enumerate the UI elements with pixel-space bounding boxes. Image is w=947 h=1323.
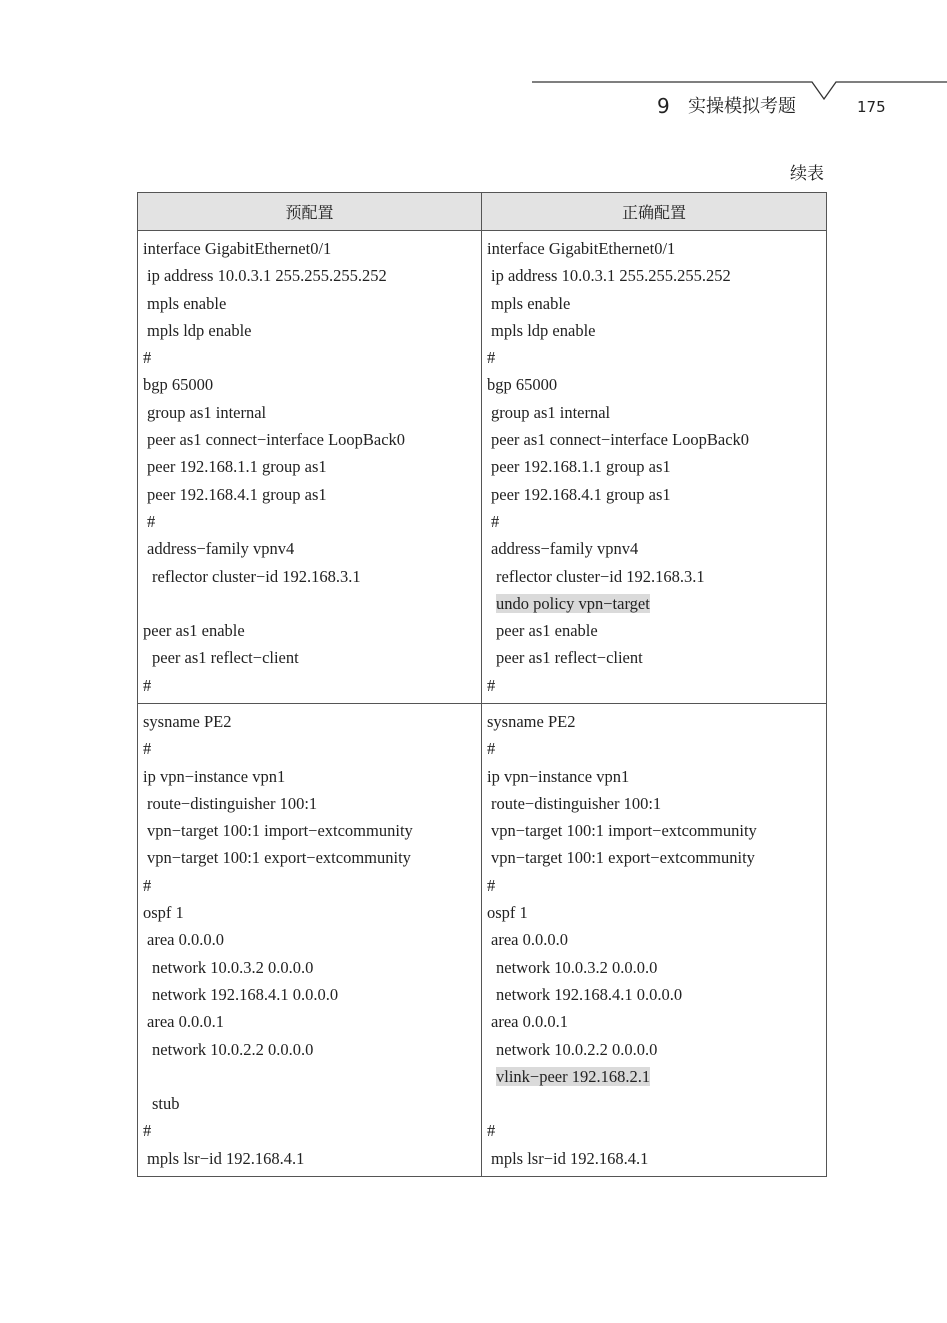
config-text: ip address 10.0.3.1 255.255.255.252	[147, 266, 387, 286]
config-text: mpls enable	[491, 293, 571, 313]
config-text: reflector cluster−id 192.168.3.1	[496, 566, 705, 586]
page-number: 175	[857, 98, 886, 116]
config-line	[143, 1117, 481, 1144]
config-line	[487, 672, 826, 699]
config-line	[487, 899, 826, 926]
config-text: mpls enable	[147, 293, 227, 313]
config-line	[487, 617, 826, 644]
config-line	[143, 563, 481, 590]
config-text: network 192.168.4.1 0.0.0.0	[496, 984, 683, 1004]
config-text: mpls lsr−id 192.168.4.1	[491, 1148, 649, 1168]
config-line	[143, 1036, 481, 1063]
config-text: peer 192.168.4.1 group as1	[147, 484, 327, 504]
config-text: vpn−target 100:1 export−extcommunity	[491, 848, 755, 868]
config-line	[143, 790, 481, 817]
config-line	[487, 954, 826, 981]
config-text: vpn−target 100:1 import−extcommunity	[147, 821, 413, 841]
config-text: peer as1 reflect−client	[152, 648, 299, 668]
config-text: mpls ldp enable	[147, 320, 252, 340]
config-line	[143, 708, 481, 735]
config-text: network 192.168.4.1 0.0.0.0	[152, 984, 339, 1004]
config-text: vpn−target 100:1 export−extcommunity	[147, 848, 411, 868]
config-line	[487, 872, 826, 899]
config-text: area 0.0.0.0	[147, 930, 224, 950]
config-line	[487, 235, 826, 262]
config-line	[487, 708, 826, 735]
config-line	[143, 399, 481, 426]
config-text: peer as1 connect−interface LoopBack0	[491, 430, 750, 450]
table-row	[138, 704, 827, 1177]
config-text: interface GigabitEthernet0/1	[487, 239, 676, 258]
config-text: area 0.0.0.0	[491, 930, 568, 950]
config-line	[143, 872, 481, 899]
config-line	[143, 1008, 481, 1035]
cell-correct-pe2	[482, 704, 827, 1177]
cell-preconfig-pe2	[138, 704, 482, 1177]
config-line	[143, 735, 481, 762]
config-line	[487, 644, 826, 671]
config-text: reflector cluster−id 192.168.3.1	[152, 566, 361, 586]
config-line	[487, 1008, 826, 1035]
config-text: mpls lsr−id 192.168.4.1	[147, 1148, 305, 1168]
config-line	[487, 735, 826, 762]
config-line	[143, 1145, 481, 1172]
config-line	[143, 1063, 481, 1090]
config-text: group as1 internal	[491, 402, 611, 422]
config-text: #	[487, 348, 496, 368]
config-text: address−family vpnv4	[491, 539, 639, 559]
config-line	[487, 399, 826, 426]
config-line	[487, 290, 826, 317]
config-line	[487, 535, 826, 562]
config-line	[143, 926, 481, 953]
config-line	[487, 371, 826, 398]
cell-preconfig-pe-bgp	[138, 231, 482, 704]
config-line	[143, 235, 481, 262]
config-line	[143, 481, 481, 508]
config-line	[143, 317, 481, 344]
config-line	[143, 426, 481, 453]
config-text: vpn−target 100:1 import−extcommunity	[491, 821, 757, 841]
config-line	[143, 763, 481, 790]
config-line	[487, 262, 826, 289]
config-text: mpls ldp enable	[491, 320, 596, 340]
cell-correct-pe-bgp	[482, 231, 827, 704]
column-header-preconfig: 预配置	[138, 193, 482, 231]
config-line	[143, 1090, 481, 1117]
highlighted-config-text: vlink−peer 192.168.2.1	[496, 1066, 651, 1086]
config-text: #	[487, 875, 496, 895]
config-text: bgp 65000	[487, 375, 558, 395]
config-text: ip address 10.0.3.1 255.255.255.252	[491, 266, 731, 286]
config-comparison-table	[137, 192, 827, 1177]
chapter-number: 9	[657, 94, 670, 118]
config-text: peer as1 enable	[143, 621, 245, 641]
config-line	[487, 426, 826, 453]
config-line	[143, 672, 481, 699]
config-line	[143, 344, 481, 371]
config-text: #	[143, 875, 152, 895]
config-line	[487, 481, 826, 508]
config-line	[487, 453, 826, 480]
table-caption: 续表	[790, 164, 824, 184]
header-rule	[0, 0, 947, 110]
config-line	[487, 563, 826, 590]
config-line	[143, 981, 481, 1008]
config-line	[143, 590, 481, 617]
config-line	[143, 899, 481, 926]
config-text: sysname PE2	[143, 712, 232, 731]
config-text: peer as1 reflect−client	[496, 648, 643, 668]
config-text: network 10.0.3.2 0.0.0.0	[152, 957, 314, 977]
config-text: peer as1 enable	[496, 621, 598, 641]
config-line	[487, 1063, 826, 1090]
config-line	[487, 817, 826, 844]
config-text: network 10.0.2.2 0.0.0.0	[496, 1039, 658, 1059]
config-text: #	[147, 511, 156, 531]
config-line	[143, 262, 481, 289]
config-text: route−distinguisher 100:1	[491, 793, 662, 813]
highlighted-config-text: undo policy vpn−target	[496, 593, 650, 613]
config-line	[143, 617, 481, 644]
config-line	[487, 844, 826, 871]
config-line	[143, 535, 481, 562]
config-line	[487, 590, 826, 617]
config-line	[143, 290, 481, 317]
table-row	[138, 231, 827, 704]
config-text: group as1 internal	[147, 402, 267, 422]
config-line	[487, 317, 826, 344]
config-text: peer as1 connect−interface LoopBack0	[147, 430, 406, 450]
config-text: stub	[152, 1094, 180, 1114]
config-line	[143, 453, 481, 480]
config-text: sysname PE2	[487, 712, 576, 731]
config-text: bgp 65000	[143, 375, 214, 395]
table-header-row	[138, 193, 827, 231]
config-line	[487, 926, 826, 953]
config-line	[487, 790, 826, 817]
config-text: #	[491, 511, 500, 531]
config-line	[487, 763, 826, 790]
config-line	[487, 508, 826, 535]
chapter-title: 实操模拟考题	[688, 96, 796, 117]
config-line	[143, 508, 481, 535]
config-text: area 0.0.0.1	[491, 1012, 568, 1032]
config-line	[487, 1145, 826, 1172]
config-line	[487, 1117, 826, 1144]
config-line	[143, 817, 481, 844]
config-text: ip vpn−instance vpn1	[143, 766, 286, 786]
config-text: #	[487, 739, 496, 759]
config-text: peer 192.168.1.1 group as1	[491, 457, 671, 477]
config-line	[487, 1090, 826, 1117]
config-text: ip vpn−instance vpn1	[487, 766, 630, 786]
config-text: #	[143, 675, 152, 695]
config-line	[143, 371, 481, 398]
config-text: ospf 1	[143, 903, 184, 923]
config-line	[487, 1036, 826, 1063]
config-text: #	[487, 675, 496, 695]
column-header-correct-config: 正确配置	[482, 193, 827, 231]
config-text: route−distinguisher 100:1	[147, 793, 318, 813]
config-text: network 10.0.3.2 0.0.0.0	[496, 957, 658, 977]
config-line	[143, 844, 481, 871]
config-text: ospf 1	[487, 903, 528, 923]
config-line	[487, 981, 826, 1008]
config-text: network 10.0.2.2 0.0.0.0	[152, 1039, 314, 1059]
config-text: address−family vpnv4	[147, 539, 295, 559]
config-text: #	[487, 1121, 496, 1141]
config-line	[143, 644, 481, 671]
config-text: interface GigabitEthernet0/1	[143, 239, 332, 258]
config-text: #	[143, 739, 152, 759]
config-text: #	[143, 1121, 152, 1141]
config-line	[487, 344, 826, 371]
config-text: area 0.0.0.1	[147, 1012, 224, 1032]
config-text: #	[143, 348, 152, 368]
config-text: peer 192.168.4.1 group as1	[491, 484, 671, 504]
config-line	[143, 954, 481, 981]
config-text: peer 192.168.1.1 group as1	[147, 457, 327, 477]
